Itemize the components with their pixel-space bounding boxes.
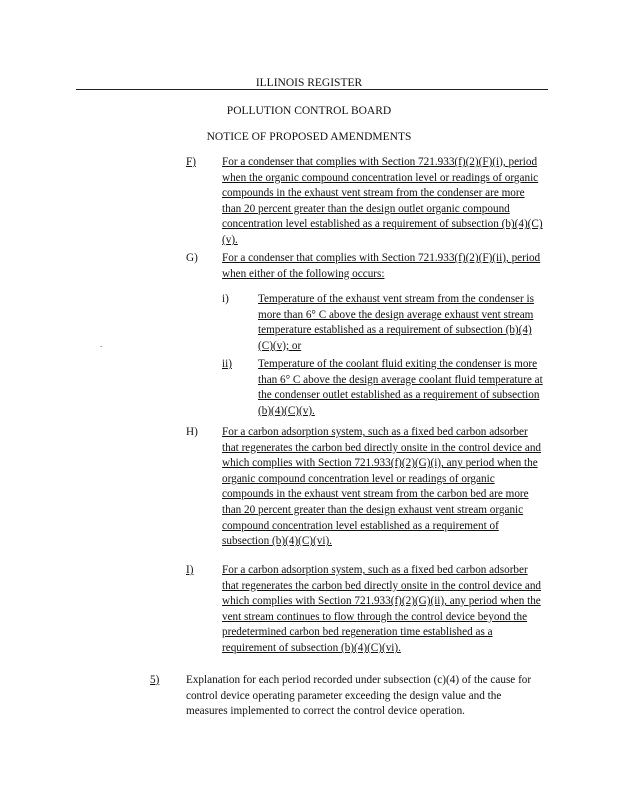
item-g-label: G)	[186, 252, 198, 264]
item-5-text: Explanation for each period recorded under subsection (c)(4) of the cause for control device operating parameter exceeding the design value and the measures implemented to correct the control device operation.	[186, 674, 532, 718]
item-i-text: For a carbon adsorption system, such as a fixed bed carbon adsorber that regenerates the carbon bed directly onsite in the control device and which complies with Section 721.933(f)(2)(G)(ii), any period when the vent stream continues to flow through the control device beyond the predetermined carbon bed regeneration time established as a requirement of subsection (b)(4)(C)(vi).	[222, 564, 542, 654]
item-g-ii-text: Temperature of the coolant fluid exiting the condenser is more than 6° C above the design average coolant fluid temperature at the condenser outlet established as a requirement of subsection (b)(4)(C)(v).	[258, 358, 543, 417]
board-title: POLLUTION CONTROL BOARD	[226, 105, 392, 117]
item-h-label: H)	[186, 426, 198, 438]
item-f-text-part2: period when the organic compound concentration level or readings of organic compounds in the exhaust vent stream from the condenser are more than 20 percent greater than the design outlet organic compound concentration level established as a requirement of subsection (b)(4)(C)(v).	[222, 156, 543, 246]
item-i-label: I)	[186, 564, 194, 576]
item-g-i-text: Temperature of the exhaust vent stream from the condenser is more than 6° C above the design average exhaust vent stream temperature established as a requirement of subsection (b)(4)(C)(v); or	[258, 293, 535, 352]
item-g-i-label: i)	[222, 293, 229, 305]
item-h-text	[222, 425, 544, 550]
item-g-ii-label: ii)	[222, 358, 232, 370]
item-5-label: 5)	[150, 674, 160, 686]
item-h-text-part1: For a carbon adsorption system,	[222, 426, 366, 438]
item-g-intro: For a condenser that complies with Section 721.933(f)(2)(F)(ii), period when either of the following occurs:	[222, 252, 541, 280]
stray-mark: .	[100, 339, 103, 349]
notice-title: NOTICE OF PROPOSED AMENDMENTS	[206, 131, 412, 143]
item-f-text-part1: For a condenser that complies with Section 721.933(f)(2)(F)(i),	[222, 156, 506, 168]
item-f-text	[222, 155, 544, 249]
header-rule	[76, 89, 548, 90]
register-title: ILLINOIS REGISTER	[255, 77, 363, 89]
item-f-label: F)	[186, 156, 196, 168]
item-h-text-part2: such as a fixed bed carbon adsorber that regenerates the carbon bed directly onsite in the control device and which complies with Section 721.933(f)(2)(G)(i), any period when the organic compound concentration level or readings of organic compounds in the exhaust vent stream from the carbon bed are more than 20 percent greater than the design exhaust vent stream organic compound concentration level established as a requirement of subsection (b)(4)(C)(vi).	[222, 426, 542, 548]
